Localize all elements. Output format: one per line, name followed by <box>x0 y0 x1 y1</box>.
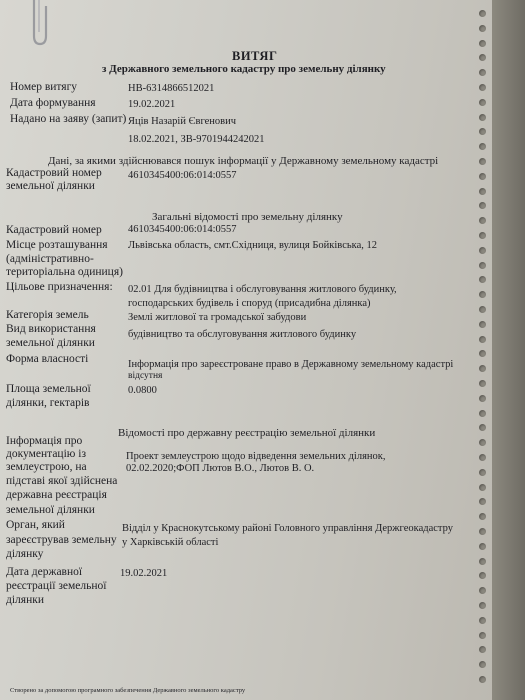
search-heading: Дані, за якими здійснювався пошук інформації у Державному земельному кадастрі <box>48 155 439 167</box>
registration-date-label-3: ділянки <box>6 594 44 606</box>
binder-hole <box>479 158 486 165</box>
binder-hole <box>479 128 486 135</box>
applicant-name: Яців Назарій Євгенович <box>128 116 237 127</box>
binder-hole <box>479 291 486 298</box>
binder-hole <box>479 617 486 624</box>
binder-hole <box>479 40 486 47</box>
authority-value-1: Відділ у Краснокутському районі Головного управління Держгеокадастру <box>122 523 453 534</box>
binder-hole <box>479 484 486 491</box>
binder-hole <box>479 454 486 461</box>
binder-hole <box>479 439 486 446</box>
registration-date-value: 19.02.2021 <box>120 568 168 579</box>
ownership-value-2: відсутня <box>128 371 163 381</box>
binder-hole <box>479 558 486 565</box>
registration-heading: Відомості про державну реєстрацію земельної ділянки <box>118 427 376 439</box>
documentation-label-4: підставі якої здійснена <box>6 475 118 487</box>
binder-edge <box>492 0 525 700</box>
search-cad-label-1: Кадастровий номер <box>6 167 102 179</box>
binder-hole <box>479 143 486 150</box>
purpose-value-2: господарських будівель і споруд (присадибна ділянка) <box>128 298 371 309</box>
binder-hole <box>479 188 486 195</box>
extract-number-label: Номер витягу <box>10 81 78 93</box>
registration-date-label-2: реєстрації земельної <box>6 580 107 592</box>
document-subtitle: з Державного земельного кадастру про земельну ділянку <box>102 63 386 75</box>
binder-hole <box>479 498 486 505</box>
general-heading: Загальні відомості про земельну ділянку <box>152 211 343 223</box>
ownership-label: Форма власності <box>6 353 89 365</box>
formed-date-value: 19.02.2021 <box>128 99 176 110</box>
general-cad-label: Кадастровий номер <box>6 224 102 236</box>
search-cad-label-2: земельної ділянки <box>6 180 95 192</box>
paper-clip-icon <box>26 0 52 48</box>
binder-hole <box>479 632 486 639</box>
location-label-3: територіальна одиниця) <box>6 266 123 278</box>
binder-hole <box>479 217 486 224</box>
search-cad-value: 4610345400:06:014:0557 <box>128 170 237 181</box>
authority-label-2: зареєстрував земельну <box>6 534 117 546</box>
request-label: Надано на заяву (запит) <box>10 113 127 125</box>
binder-hole <box>479 572 486 579</box>
usage-label-1: Вид використання <box>6 323 96 335</box>
binder-hole <box>479 54 486 61</box>
general-cad-value: 4610345400:06:014:0557 <box>128 224 237 235</box>
area-label-2: ділянки, гектарів <box>6 397 90 409</box>
purpose-label: Цільове призначення: <box>6 281 113 293</box>
binder-hole <box>479 306 486 313</box>
authority-label-3: ділянку <box>6 548 44 560</box>
binder-hole <box>479 114 486 121</box>
binder-hole <box>479 262 486 269</box>
extract-number-value: НВ-6314866512021 <box>128 83 215 94</box>
binder-hole <box>479 676 486 683</box>
binder-hole <box>479 646 486 653</box>
binder-hole <box>479 528 486 535</box>
binder-hole <box>479 10 486 17</box>
usage-value: будівництво та обслуговування житлового будинку <box>128 329 357 340</box>
category-label: Категорія земель <box>6 309 89 321</box>
binder-hole <box>479 84 486 91</box>
request-reference: 18.02.2021, ЗВ-9701944242021 <box>128 134 265 145</box>
binder-hole <box>479 380 486 387</box>
binder-hole <box>479 424 486 431</box>
binder-hole <box>479 276 486 283</box>
binder-hole <box>479 336 486 343</box>
location-value: Львівська область, смт.Східниця, вулиця Бойківська, 12 <box>128 240 377 251</box>
binder-hole <box>479 202 486 209</box>
binder-hole <box>479 661 486 668</box>
binder-hole <box>479 587 486 594</box>
documentation-label-5: державна реєстрація <box>6 489 107 501</box>
binder-hole <box>479 395 486 402</box>
document-title: ВИТЯГ <box>232 49 278 63</box>
documentation-label-2: документацію із <box>6 448 86 460</box>
binder-hole <box>479 173 486 180</box>
binder-hole <box>479 410 486 417</box>
binder-hole <box>479 543 486 550</box>
binder-hole <box>479 247 486 254</box>
area-value: 0.0800 <box>128 385 157 396</box>
category-value: Землі житлової та громадської забудови <box>128 312 307 323</box>
binder-hole <box>479 25 486 32</box>
area-label-1: Площа земельної <box>6 383 91 395</box>
authority-label-1: Орган, який <box>6 519 65 531</box>
documentation-label-6: земельної ділянки <box>6 504 95 516</box>
binder-hole <box>479 365 486 372</box>
documentation-value-2: 02.02.2020;ФОП Лютов В.О., Лютов В. О. <box>126 463 315 474</box>
binder-hole <box>479 350 486 357</box>
purpose-value-1: 02.01 Для будівництва і обслуговування житлового будинку, <box>128 284 397 295</box>
binder-holes <box>476 10 486 690</box>
documentation-value-1: Проект землеустрою щодо відведення земельних ділянок, <box>126 451 386 462</box>
ownership-value-1: Інформація про зареєстроване право в Державному земельному кадастрі <box>128 359 454 370</box>
binder-hole <box>479 99 486 106</box>
documentation-label-3: землеустрою, на <box>6 461 87 473</box>
footer-note: Створено за допомогою програмного забезпечення Державного земельного кадастру <box>10 687 246 694</box>
documentation-label-1: Інформація про <box>6 435 83 447</box>
usage-label-2: земельної ділянки <box>6 337 95 349</box>
binder-hole <box>479 321 486 328</box>
binder-hole <box>479 469 486 476</box>
binder-hole <box>479 232 486 239</box>
binder-hole <box>479 602 486 609</box>
registration-date-label-1: Дата державної <box>6 566 83 578</box>
location-label-1: Місце розташування <box>6 239 108 251</box>
authority-value-2: у Харківській області <box>122 537 219 548</box>
binder-hole <box>479 69 486 76</box>
formed-date-label: Дата формування <box>10 97 96 109</box>
binder-hole <box>479 513 486 520</box>
location-label-2: (адміністративно- <box>6 253 94 265</box>
